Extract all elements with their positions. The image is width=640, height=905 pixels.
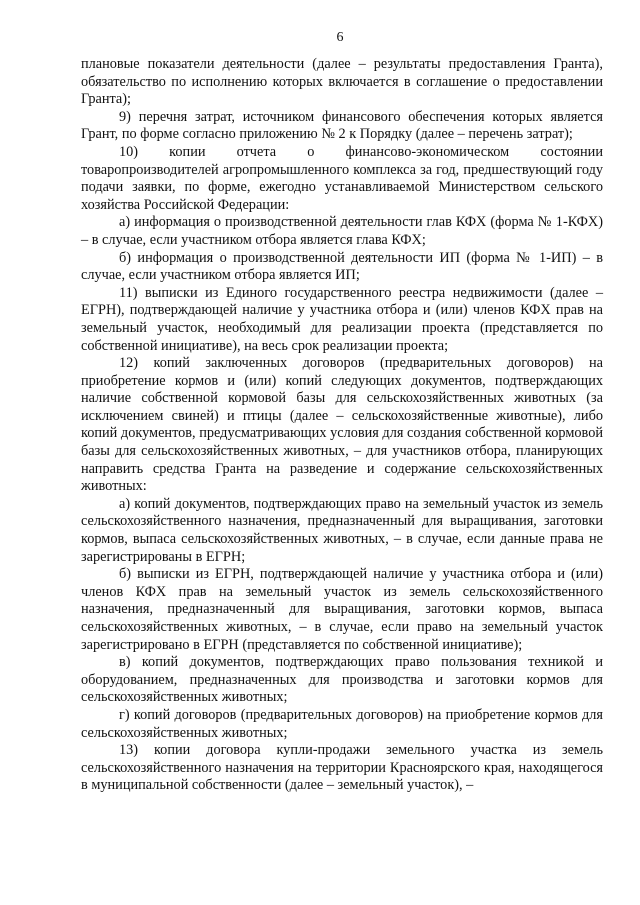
paragraph-continuation: плановые показатели деятельности (далее – результаты предоставления Гранта), обязательство по исполнению которых включается в соглашение о предоставлении Гранта); — [81, 56, 603, 108]
page-number: 6 — [336, 30, 344, 45]
document-body — [81, 56, 603, 795]
paragraph-item-12: 12) копий заключенных договоров (предварительных договоров) на приобретение кормов и (или) копий следующих документов, подтверждающих наличие собственной кормовой базы для сельскохозяйственных животных (за исключением свиней) и птицы (далее – сельскохозяйственные животные), либо копий документов, предусматривающих условия для создания собственной кормовой базы для сельскохозяйственных животных, – для участников отбора, планирующих направить средства Гранта на разведение и содержание сельскохозяйственных животных: — [81, 355, 603, 495]
paragraph-item-10: 10) копии отчета о финансово-экономическом состоянии товаропроизводителей агропромышленного комплекса за год, предшествующий году подачи заявки, по форме, ежегодно устанавливаемой Министерством сельского хозяйства Российской Федерации: — [81, 143, 603, 213]
paragraph-item-12c: в) копий документов, подтверждающих право пользования техникой и оборудованием, предназначенных для производства и заготовки кормов для сельскохозяйственных животных; — [81, 654, 603, 706]
paragraph-item-11: 11) выписки из Единого государственного реестра недвижимости (далее – ЕГРН), подтверждающей наличие у участника отбора и (или) членов КФХ прав на земельный участок, необходимый для реализации проекта (представляется по собственной инициативе), на весь срок реализации проекта; — [81, 284, 603, 354]
paragraph-item-10b: б) информация о производственной деятельности ИП (форма № 1-ИП) – в случае, если участником отбора является ИП; — [81, 249, 603, 284]
paragraph-item-10a: а) информация о производственной деятельности глав КФХ (форма № 1-КФХ) – в случае, если участником отбора является глава КФХ; — [81, 214, 603, 248]
paragraph-item-12b: б) выписки из ЕГРН, подтверждающей наличие у участника отбора и (или) членов КФХ прав на земельный участок из земель сельскохозяйственного назначения, предназначенный для выращивания, заготовки кормов, выпаса сельскохозяйственных животных, – в случае, если право на земельный участок зарегистрировано в ЕГРН (представляется по собственной инициативе); — [81, 566, 603, 653]
paragraph-item-9: 9) перечня затрат, источником финансового обеспечения которых является Грант, по форме согласно приложению № 2 к Порядку (далее – перечень затрат); — [81, 108, 603, 143]
paragraph-item-13: 13) копии договора купли-продажи земельного участка из земель сельскохозяйственного назначения на территории Красноярского края, находящегося в муниципальной собственности (далее – земельный участок), – — [81, 742, 603, 794]
paragraph-item-12d: г) копий договоров (предварительных договоров) на приобретение кормов для сельскохозяйственных животных; — [81, 706, 603, 741]
paragraph-item-12a: а) копий документов, подтверждающих право на земельный участок из земель сельскохозяйственного назначения, предназначенный для выращивания, заготовки кормов, выпаса сельскохозяйственных животных, – в случае, если данные права не зарегистрированы в ЕГРН; — [81, 495, 603, 565]
document-page — [81, 30, 603, 795]
